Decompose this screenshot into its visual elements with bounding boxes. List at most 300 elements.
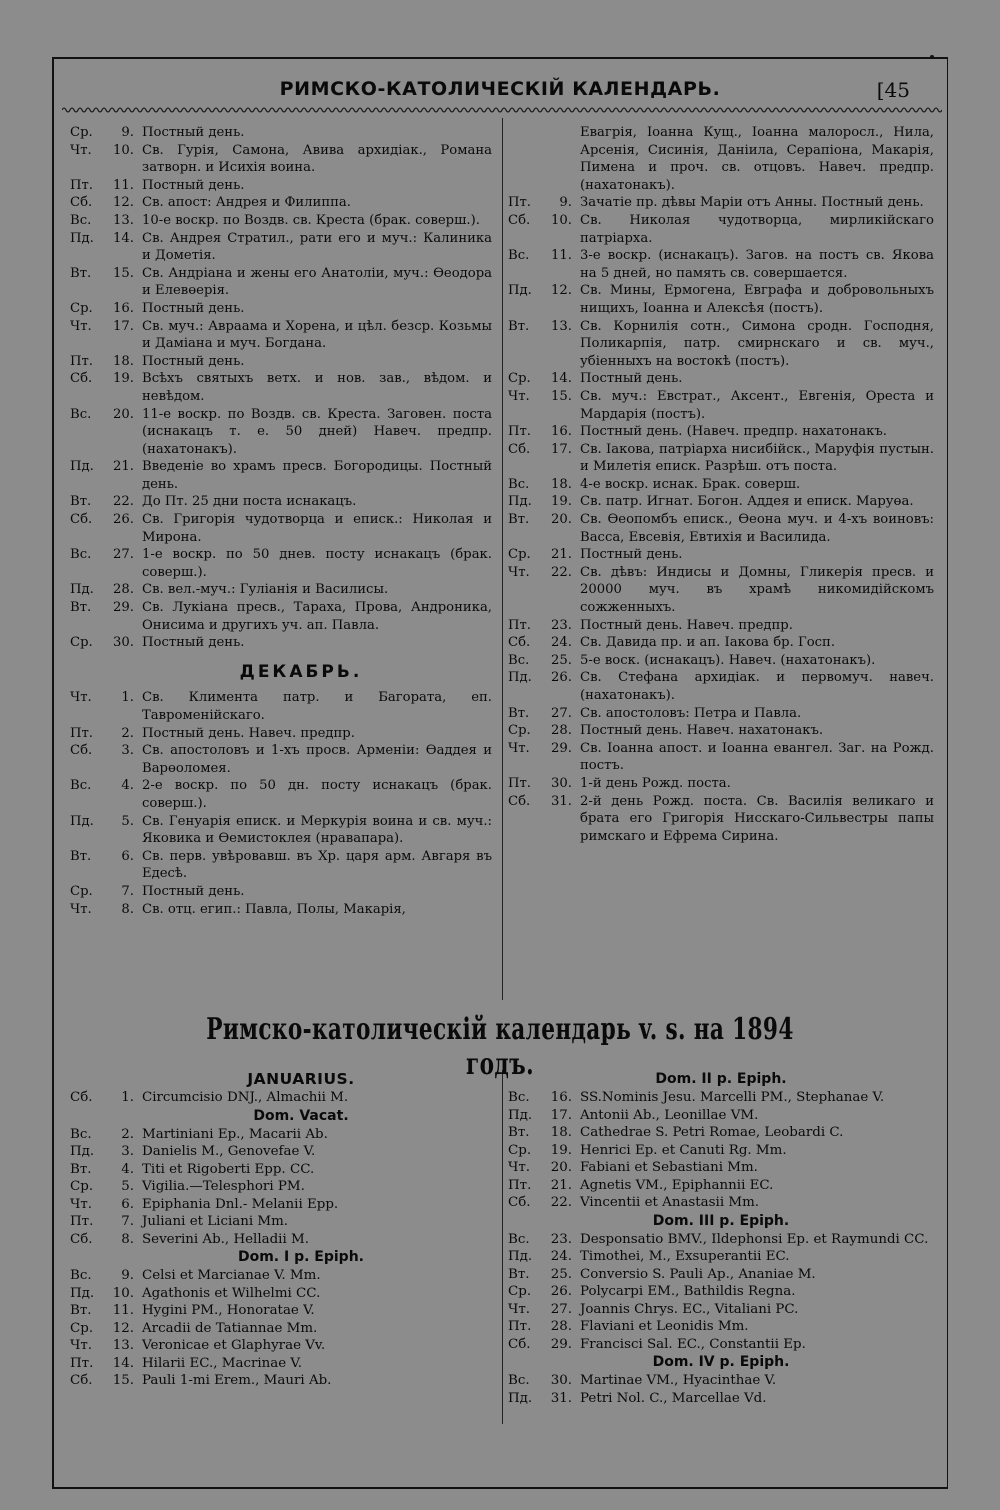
december-entries [70, 689, 492, 918]
entry-text: Св. Іоанна апост. и Іоанна евангел. Заг. на Рожд. постъ. [580, 740, 934, 774]
entry-day-number: 21. [551, 547, 572, 563]
entry-day-number: 24. [550, 1249, 572, 1264]
calendar-entry [508, 1159, 934, 1177]
entry-day-number: 22. [113, 494, 134, 510]
calendar-entry [508, 476, 934, 494]
calendar-entry [508, 1194, 934, 1212]
entry-text: Св. Климента патр. и Багората, еп. Тавроменійскаго. [142, 690, 492, 723]
sunday-heading: Dom. Vacat. [253, 1107, 349, 1124]
entry-weekday: Сб. [70, 743, 93, 759]
calendar-entry [70, 1372, 492, 1390]
entry-day-number: 12. [113, 195, 134, 211]
entry-day-number: 15. [113, 265, 134, 281]
entry-text: 2-е воскр. по 50 дн. посту иснакацъ (брак. соверш.). [142, 778, 492, 811]
entry-day-number: 2. [121, 1126, 134, 1142]
calendar-entry [508, 775, 934, 793]
entry-weekday: Ср. [70, 1320, 94, 1336]
entry-weekday: Ср. [508, 371, 531, 387]
calendar-entry [70, 230, 492, 265]
calendar-entry [70, 1143, 492, 1161]
entry-text: Св. дѣвъ: Индисы и Домны, Гликерія пресв. и 20000 муч. въ храмѣ никомидійскомъ сожженныхъ. [580, 564, 934, 616]
calendar-entry [508, 1318, 934, 1336]
entry-day-number: 24. [551, 635, 572, 651]
entry-text: 11-е воскр. по Воздв. св. Креста. Заговен. поста (иснакацъ т. е. 50 дней) Навеч. предпр. (нахатонакъ). [142, 406, 492, 457]
calendar-entry [70, 353, 492, 371]
entry-weekday: Вт. [508, 1125, 530, 1140]
entry-day-number: 7. [121, 883, 134, 899]
page-title: РИМСКО-КАТОЛИЧЕСКІЙ КАЛЕНДАРЬ. [279, 78, 721, 100]
calendar-entry [70, 883, 492, 901]
entry-day-number: 3. [121, 1144, 134, 1159]
entry-text: Circumcisio DNJ., Almachii M. [142, 1090, 349, 1105]
calendar-entry [70, 1161, 492, 1179]
entry-weekday: Ср. [70, 1179, 94, 1194]
print-mark [930, 55, 934, 59]
entry-text: Hygini PM., Honoratae V. [142, 1303, 315, 1318]
latin-left-column [70, 1070, 492, 1390]
entry-weekday: Сб. [508, 1336, 531, 1352]
entry-day-number: 27. [113, 547, 134, 563]
entry-day-number: 1. [121, 690, 134, 706]
entry-text: Flaviani et Leonidis Mm. [580, 1319, 749, 1334]
entry-day-number: 22. [551, 564, 572, 580]
calendar-entry [508, 1301, 934, 1319]
entry-day-number: 12. [551, 283, 572, 299]
calendar-entry [70, 1231, 492, 1249]
calendar-entry [508, 282, 934, 317]
entry-weekday: Вс. [508, 476, 530, 492]
calendar-entry [70, 1213, 492, 1231]
calendar-entry [508, 388, 934, 423]
calendar-entry [508, 1283, 934, 1301]
entry-day-number: 7. [121, 1214, 134, 1229]
entry-text: Vigilia.—Telesphori PM. [142, 1179, 305, 1194]
entry-text: Постный день. [142, 353, 245, 369]
entry-weekday: Сб. [508, 793, 531, 809]
entry-text: Hilarii EC., Macrinae V. [142, 1355, 303, 1371]
page-number: [45 [876, 78, 910, 102]
calendar-entry [70, 1355, 492, 1373]
entry-text: Постный день. [580, 547, 683, 563]
entry-weekday: Пт. [508, 1177, 532, 1193]
entry-day-number: 30. [551, 775, 572, 791]
entry-weekday: Сб. [508, 1195, 531, 1210]
entry-text: До Пт. 25 дни поста иснакацъ. [142, 494, 357, 510]
calendar-entry [508, 1124, 934, 1142]
entry-day-number [546, 124, 580, 194]
entry-day-number: 5. [121, 1179, 134, 1194]
calendar-entry [70, 848, 492, 883]
entry-text: Св. Григорія чудотворца и еписк.: Николая и Мирона. [142, 512, 492, 545]
entry-text: Св. Мины, Ермогена, Евграфа и добровольныхъ нищихъ, Іоанна и Алексѣя (постъ). [580, 283, 934, 316]
entry-day-number: 15. [112, 1373, 134, 1388]
entry-weekday: Пт. [70, 353, 93, 369]
entry-weekday: Пд. [508, 670, 532, 686]
calendar-entry [508, 1336, 934, 1354]
entry-text: 2-й день Рожд. поста. Св. Василія великаго и брата его Григорія Нисскаго-Сильвестры папы римскаго и Ефрема Сирина. [580, 793, 934, 844]
entry-day-number: 11. [551, 248, 572, 264]
entry-weekday: Чт. [70, 318, 92, 334]
calendar-entry [70, 406, 492, 459]
entry-weekday: Вт. [70, 494, 92, 510]
calendar-entry [70, 813, 492, 848]
entry-text: Titi et Rigoberti Epp. CC. [142, 1161, 315, 1177]
calendar-entry [508, 1266, 934, 1284]
entry-text: Petri Nol. C., Marcellae Vd. [580, 1390, 767, 1406]
calendar-entry [508, 318, 934, 371]
entry-text: Vincentii et Anastasii Mm. [580, 1195, 760, 1210]
entry-day-number: 4. [121, 1161, 134, 1177]
calendar-entry [70, 212, 492, 230]
calendar-entry [508, 740, 934, 775]
entry-weekday: Пт. [508, 1319, 532, 1334]
entry-day-number: 21. [113, 459, 134, 475]
calendar-entry [508, 669, 934, 704]
calendar-entry [70, 742, 492, 777]
entry-weekday: Вс. [70, 1268, 92, 1283]
entry-text: Св. Давида пр. и ап. Іакова бр. Госп. [580, 635, 836, 651]
entry-day-number: 8. [121, 901, 134, 917]
entry-weekday: Сб. [508, 635, 531, 651]
calendar-entry [508, 722, 934, 740]
entry-text: Joannis Chrys. EC., Vitaliani PC. [580, 1301, 799, 1317]
entry-day-number: 17. [550, 1107, 572, 1123]
entry-weekday: Пд. [508, 494, 532, 510]
calendar-entry [508, 793, 934, 846]
calendar-entry [70, 511, 492, 546]
entry-day-number: 18. [551, 476, 572, 492]
entry-day-number: 4. [121, 778, 134, 794]
entry-weekday: Пт. [70, 1214, 94, 1229]
sunday-heading: Dom. III p. Epiph. [652, 1212, 790, 1229]
entry-day-number: 14. [112, 1355, 134, 1371]
entry-day-number: 13. [551, 318, 572, 334]
entry-day-number: 28. [113, 582, 134, 598]
entry-text: Св. Өеопомбъ еписк., Өеона муч. и 4-хъ воиновъ: Васса, Евсевія, Евтихія и Василида. [580, 512, 934, 545]
calendar-entry [508, 441, 934, 476]
right-column [508, 124, 934, 845]
calendar-entry [70, 581, 492, 599]
entry-text: Pauli 1-mi Erem., Mauri Ab. [142, 1373, 332, 1388]
entry-day-number: 6. [121, 1196, 134, 1212]
calendar-entry [508, 511, 934, 546]
entry-day-number: 10. [113, 142, 134, 158]
entry-weekday: Чт. [508, 388, 530, 404]
entry-weekday: Ср. [70, 635, 93, 651]
entry-weekday: Вт. [70, 1161, 92, 1177]
entry-day-number: 29. [551, 740, 572, 756]
entry-day-number: 30. [550, 1373, 572, 1388]
entry-weekday: Пт. [70, 725, 93, 741]
entry-day-number: 29. [550, 1336, 572, 1352]
calendar-entry [70, 1285, 492, 1303]
entry-text: Severini Ab., Helladii M. [142, 1231, 309, 1247]
entry-text: Agathonis et Wilhelmi CC. [142, 1285, 321, 1301]
entry-text: Св. вел.-муч.: Гуліанія и Василисы. [142, 582, 389, 598]
entry-text: Veronicae et Glaphyrae Vv. [142, 1338, 326, 1353]
entry-day-number: 10. [551, 212, 572, 228]
entry-weekday: Пд. [70, 459, 94, 475]
calendar-entry [508, 1142, 934, 1160]
entry-text: Polycarpi EM., Bathildis Regna. [580, 1284, 796, 1299]
entry-text: Всѣхъ святыхъ ветх. и нов. зав., вѣдом. и невѣдом. [142, 371, 492, 404]
entry-day-number: 9. [121, 1268, 134, 1283]
entry-day-number: 9. [559, 195, 572, 211]
entry-text: Celsi et Marcianae V. Mm. [142, 1268, 321, 1283]
calendar-entry [70, 300, 492, 318]
entry-weekday: Ср. [508, 547, 531, 563]
entry-text: Св. Лукіана пресв., Тараха, Прова, Андроника, Онисима и другихъ уч. ап. Павла. [142, 600, 492, 633]
entry-weekday: Вт. [508, 705, 530, 721]
calendar-entry [508, 212, 934, 247]
entry-weekday: Вт. [70, 848, 92, 864]
right-entries [508, 124, 934, 845]
entry-day-number: 18. [550, 1125, 572, 1140]
entry-weekday: Пд. [70, 1144, 95, 1159]
entry-text: Antonii Ab., Leonillae VM. [580, 1107, 759, 1123]
calendar-entry [70, 318, 492, 353]
entry-text: Постный день. [142, 300, 245, 316]
entry-text: Epiphania Dnl.- Melanii Epp. [142, 1196, 339, 1212]
calendar-entry [70, 725, 492, 743]
entry-weekday: Пт. [70, 177, 93, 193]
left-entries [70, 124, 492, 652]
entry-day-number: 10. [112, 1285, 134, 1301]
entry-day-number: 16. [551, 424, 572, 440]
calendar-entry [70, 124, 492, 142]
entry-weekday: Вс. [508, 652, 530, 668]
entry-weekday: Пд. [70, 230, 94, 246]
entry-text: Постный день. Навеч. нахатонакъ. [580, 723, 824, 739]
entry-weekday: Пд. [70, 1285, 95, 1301]
entry-text: Постный день. [142, 635, 245, 651]
calendar-entry [508, 247, 934, 282]
entry-day-number: 22. [550, 1195, 572, 1210]
entry-text: Св. муч.: Евстрат., Аксент., Евгенія, Ореста и Мардарія (постъ). [580, 388, 934, 422]
entry-weekday: Вс. [70, 212, 92, 228]
calendar-entry [70, 1126, 492, 1144]
entry-day-number: 15. [551, 388, 572, 404]
entry-text: Св. Андріана и жены его Анатоліи, муч.: Өеодора и Елевөерія. [142, 265, 492, 299]
calendar-entry [508, 617, 934, 635]
calendar-entry [508, 493, 934, 511]
entry-weekday: Вт. [70, 600, 92, 616]
section-title: Римско-католическій календарь v. s. на 1894 годъ. [206, 1012, 794, 1082]
entry-text: Постный день. [142, 883, 245, 899]
entry-day-number: 13. [113, 212, 134, 228]
entry-weekday: Вс. [70, 406, 92, 422]
entry-weekday: Вс. [70, 547, 92, 563]
entry-text: Св. апост: Андрея и Филиппа. [142, 195, 351, 211]
calendar-entry [70, 177, 492, 195]
entry-text: Св. Генуарія еписк. и Меркурія воина и св. муч.: Яковика и Өемистоклея (нравапара). [142, 813, 492, 847]
entry-text: Danielis M., Genovefae V. [142, 1144, 316, 1159]
entry-weekday: Сб. [508, 441, 531, 457]
calendar-entry [70, 458, 492, 493]
calendar-entry [70, 1178, 492, 1196]
entry-weekday: Пд. [508, 1107, 533, 1123]
entry-day-number: 30. [113, 635, 134, 651]
entry-text: Введеніе во храмъ пресв. Богородицы. Постный день. [142, 459, 492, 492]
entry-text: Juliani et Liciani Mm. [142, 1214, 289, 1229]
entry-text: Постный день. Навеч. предпр. [580, 617, 793, 633]
entry-weekday: Чт. [508, 564, 530, 580]
entry-day-number: 6. [121, 848, 134, 864]
entry-text: 1-й день Рожд. поста. [580, 775, 731, 791]
calendar-entry [70, 634, 492, 652]
entry-text: Henrici Ep. et Canuti Rg. Mm. [580, 1142, 787, 1158]
calendar-entry [70, 1320, 492, 1338]
entry-day-number: 20. [550, 1160, 572, 1175]
entry-text: 5-е воск. (иснакацъ). Навеч. (нахатонакъ). [580, 652, 876, 668]
entry-day-number: 17. [551, 441, 572, 457]
entry-weekday: Вс. [508, 1373, 530, 1388]
entry-weekday: Вт. [508, 318, 530, 334]
entry-text: Св. отц. егип.: Павла, Полы, Макарія, [142, 901, 406, 917]
entry-weekday: Ср. [70, 125, 93, 140]
entry-day-number: 19. [551, 494, 572, 510]
entry-text: 4-е воскр. иснак. Брак. соверш. [580, 476, 801, 492]
entry-weekday: Вс. [508, 248, 530, 264]
entry-weekday: Вт. [508, 512, 530, 528]
entry-text: Постный день. [142, 125, 245, 140]
entry-text: Постный день. [142, 177, 245, 193]
entry-day-number: 28. [551, 723, 572, 739]
calendar-entry [70, 1089, 492, 1107]
calendar-entry [508, 652, 934, 670]
calendar-entry [70, 599, 492, 634]
entry-day-number: 19. [550, 1142, 572, 1158]
calendar-entry [508, 1372, 934, 1390]
calendar-entry [70, 689, 492, 724]
entry-text: Martiniani Ep., Macarii Ab. [142, 1126, 328, 1142]
entry-text: Постный день. (Навеч. предпр. нахатонакъ. [580, 424, 887, 440]
entry-day-number: 13. [112, 1338, 134, 1353]
entry-weekday: Сб. [70, 1231, 93, 1247]
entry-weekday: Сб. [508, 212, 531, 228]
calendar-entry [508, 194, 934, 212]
entry-weekday: Чт. [70, 1196, 93, 1212]
entry-text: Постный день. Навеч. предпр. [142, 725, 355, 741]
entry-day-number: 25. [550, 1266, 572, 1282]
entry-weekday: Ср. [508, 1142, 532, 1158]
entry-weekday: Пт. [508, 195, 531, 211]
entry-day-number: 25. [551, 652, 572, 668]
entry-weekday: Вт. [70, 1303, 92, 1318]
entry-day-number: 26. [550, 1284, 572, 1299]
entry-weekday: Чт. [70, 690, 92, 706]
month-title-december: ДЕКАБРЬ. [239, 661, 363, 682]
entry-weekday: Ср. [508, 723, 531, 739]
entry-day-number: 31. [550, 1390, 572, 1406]
entry-text: Св. Іакова, патріарха нисибійск., Маруфія пустын. и Милетія еписк. Разрѣш. отъ поста. [580, 441, 934, 475]
entry-weekday: Пт. [508, 424, 531, 440]
calendar-entry [70, 194, 492, 212]
entry-weekday: Пд. [508, 283, 532, 299]
entry-text: Cathedrae S. Petri Romae, Leobardi C. [580, 1125, 844, 1140]
entry-weekday [508, 124, 546, 194]
entry-text: Fabiani et Sebastiani Mm. [580, 1160, 758, 1175]
entry-weekday: Вс. [70, 778, 92, 794]
entry-day-number: 14. [551, 371, 572, 387]
entry-weekday: Пд. [70, 582, 94, 598]
entry-text: Св. Стефана архидіак. и первомуч. навеч. (нахатонакъ). [580, 670, 934, 703]
month-title-januarius: JANUARIUS. [247, 1070, 355, 1088]
entry-text: Desponsatio BMV., Ildephonsi Ep. et Raymundi CC. [580, 1231, 929, 1247]
entry-weekday: Сб. [70, 1373, 93, 1388]
entry-text: Св. Корнилія сотн., Симона сродн. Господня, Поликарпія, патр. смирнскаго и св. муч., убіенныхъ на востокѣ (постъ). [580, 318, 934, 369]
entry-text: Св. апостоловъ и 1-хъ просв. Арменіи: Өаддея и Варөоломея. [142, 743, 492, 776]
entry-text: Св. перв. увѣровавш. въ Хр. царя арм. Авгаря въ Едесѣ. [142, 848, 492, 882]
entry-day-number: 9. [121, 125, 134, 140]
entry-weekday: Пт. [508, 775, 531, 791]
entry-weekday: Сб. [70, 512, 93, 528]
entry-day-number: 23. [550, 1231, 572, 1247]
entry-day-number: 14. [113, 230, 134, 246]
entry-text: Св. Гурія, Самона, Авива архидіак., Романа затворн. и Исихія воина. [142, 142, 492, 176]
entry-weekday: Ср. [70, 300, 93, 316]
calendar-entry [70, 901, 492, 919]
entry-day-number: 11. [112, 1303, 134, 1318]
entry-weekday: Сб. [70, 1090, 93, 1105]
entry-text: Arcadii de Tatiannae Mm. [142, 1320, 318, 1336]
entry-day-number: 19. [113, 371, 134, 387]
entry-weekday: Пт. [508, 617, 531, 633]
entry-weekday: Вс. [508, 1231, 530, 1247]
entry-day-number: 29. [113, 600, 134, 616]
entry-text: 1-е воскр. по 50 днев. посту иснакацъ (брак. соверш.). [142, 547, 492, 580]
sunday-heading: Dom. IV p. Epiph. [652, 1354, 790, 1370]
calendar-entry [70, 1267, 492, 1285]
entry-weekday: Ср. [508, 1284, 532, 1299]
latin-right-entries [508, 1070, 934, 1407]
calendar-entry [70, 265, 492, 300]
entry-day-number: 3. [121, 743, 134, 759]
calendar-entry [70, 493, 492, 511]
entry-weekday: Чт. [70, 1338, 93, 1353]
entry-text: Св. патр. Игнат. Богон. Аддея и еписк. Маруөа. [580, 494, 914, 510]
entry-text: Св. апостоловъ: Петра и Павла. [580, 705, 802, 721]
entry-day-number: 11. [113, 177, 134, 193]
entry-weekday: Ср. [70, 883, 93, 899]
entry-day-number: 23. [551, 617, 572, 633]
entry-day-number: 16. [113, 300, 134, 316]
entry-day-number: 18. [113, 353, 134, 369]
entry-day-number: 21. [550, 1177, 572, 1193]
entry-weekday: Пт. [70, 1355, 94, 1371]
entry-day-number: 31. [551, 793, 572, 809]
entry-weekday: Вс. [70, 1126, 92, 1142]
entry-day-number: 28. [550, 1319, 572, 1334]
entry-day-number: 27. [550, 1301, 572, 1317]
entry-weekday: Пд. [508, 1390, 533, 1406]
calendar-entry [70, 370, 492, 405]
entry-text: Martinae VM., Hyacinthae V. [580, 1373, 777, 1388]
entry-text: Постный день. [580, 371, 683, 387]
entry-day-number: 12. [112, 1320, 134, 1336]
entry-weekday: Вс. [508, 1090, 530, 1105]
entry-text: 3-е воскр. (иснакацъ). Загов. на постъ св. Якова на 5 дней, но память св. совершается. [580, 248, 934, 281]
entry-day-number: 26. [113, 512, 134, 528]
calendar-entry [508, 124, 934, 194]
calendar-entry [508, 546, 934, 564]
entry-weekday: Чт. [70, 901, 92, 917]
calendar-entry [508, 1248, 934, 1266]
entry-text: Francisci Sal. EC., Constantii Ep. [580, 1336, 806, 1352]
latin-left-entries [70, 1089, 492, 1390]
entry-text: Timothei, M., Exsuperantii EC. [580, 1249, 790, 1264]
entry-weekday: Пд. [70, 813, 94, 829]
